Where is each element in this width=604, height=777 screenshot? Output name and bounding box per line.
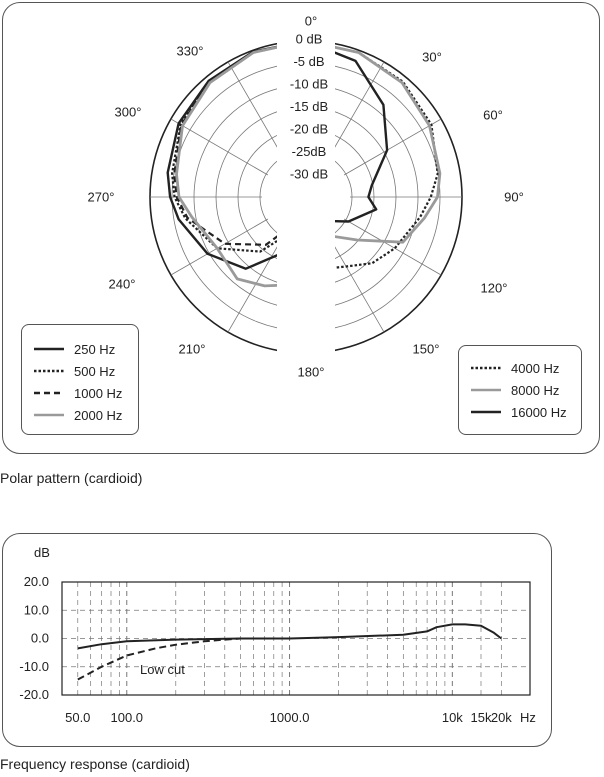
grid-spoke — [228, 62, 284, 159]
ring-tick-label: -5 dB — [293, 53, 325, 69]
legend-item — [22, 340, 138, 360]
legend-label: 2000 Hz — [74, 408, 123, 423]
x-tick-label: 10k — [441, 710, 463, 725]
ring-tick-label: -30 dB — [289, 166, 329, 182]
polar-chart-caption: Polar pattern (cardioid) — [0, 470, 143, 486]
polar-series-line — [172, 41, 306, 252]
x-tick-label: 20k — [490, 710, 512, 725]
legend-item — [22, 362, 138, 382]
grid-spoke — [344, 219, 441, 275]
x-tick-label: 1000.0 — [269, 710, 310, 725]
legend-label: 8000 Hz — [511, 383, 560, 398]
legend-item — [22, 406, 138, 426]
polar-legend-right — [458, 345, 582, 435]
grid-spoke — [344, 119, 441, 175]
polar-series-line — [168, 41, 306, 269]
angle-tick-label: 120° — [480, 280, 508, 296]
grid-spoke — [171, 119, 268, 175]
angle-tick-label: 90° — [504, 189, 524, 205]
ring-tick-label: -25dB — [291, 143, 327, 159]
legend-label: 1000 Hz — [74, 386, 123, 401]
grid-ring — [260, 151, 352, 243]
angle-tick-label: 30° — [422, 49, 442, 65]
ring-tick-label: -10 dB — [289, 76, 329, 92]
angle-tick-label: 210° — [178, 341, 206, 357]
legend-label: 16000 Hz — [511, 405, 567, 420]
low-cut-annotation: Low cut — [140, 662, 185, 677]
grid-spoke — [328, 235, 384, 332]
ring-tick-label: -15 dB — [289, 98, 329, 114]
angle-tick-label: 60° — [483, 107, 503, 123]
y-tick-label: 20.0 — [23, 574, 49, 589]
legend-item — [459, 403, 581, 423]
angle-tick-label: 300° — [114, 104, 142, 120]
y-tick-label: -10.0 — [19, 658, 49, 674]
x-tick-label: 100.0 — [110, 710, 144, 725]
angle-tick-label: 150° — [412, 341, 440, 357]
ring-tick-label: -20 dB — [289, 121, 329, 137]
ring-tick-label: 0 dB — [295, 31, 323, 47]
x-tick-label: Hz — [520, 710, 536, 725]
angle-tick-label: 270° — [87, 189, 115, 205]
y-tick-label: 0.0 — [30, 630, 49, 646]
legend-label: 250 Hz — [74, 342, 116, 357]
y-tick-label: -20.0 — [19, 687, 49, 702]
angle-tick-label: 0° — [304, 13, 318, 29]
grid-spoke — [328, 62, 384, 159]
y-tick-label: 10.0 — [23, 602, 49, 618]
angle-tick-label: 180° — [297, 364, 325, 380]
grid-ring — [260, 151, 352, 243]
polar-series-line — [177, 41, 307, 286]
legend-item — [22, 384, 138, 404]
angle-tick-label: 330° — [176, 43, 204, 59]
frequency-chart — [0, 530, 604, 750]
legend-item — [459, 381, 581, 401]
frequency-chart-caption: Frequency response (cardioid) — [0, 756, 190, 772]
polar-legend-left — [21, 324, 139, 435]
x-tick-label: 50.0 — [65, 710, 91, 725]
x-tick-label: 15k — [470, 710, 492, 725]
y-axis-label: dB — [34, 545, 50, 560]
angle-tick-label: 240° — [108, 276, 136, 292]
legend-label: 500 Hz — [74, 364, 116, 379]
legend-label: 4000 Hz — [511, 361, 560, 376]
legend-item — [459, 359, 581, 379]
